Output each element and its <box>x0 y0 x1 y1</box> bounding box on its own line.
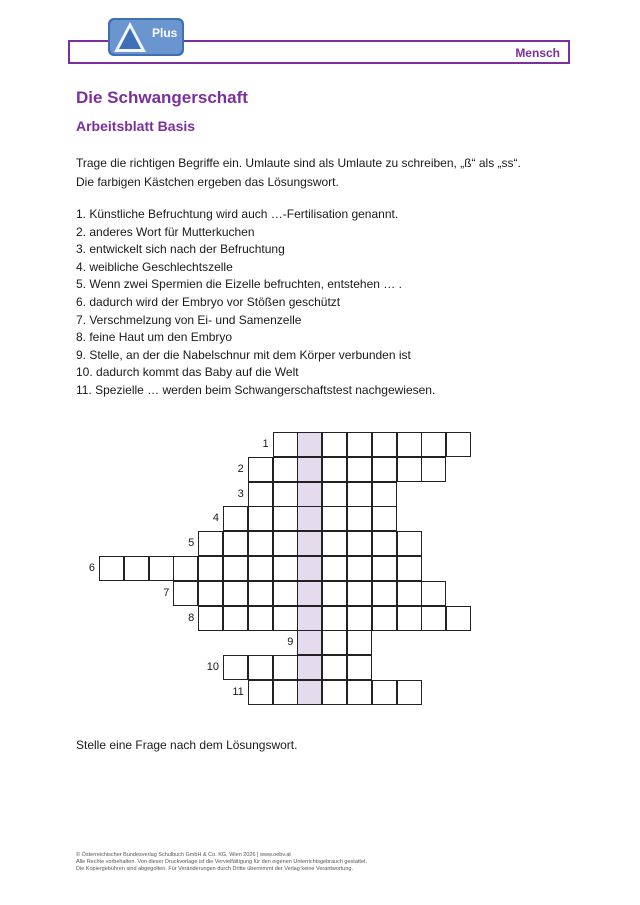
crossword-cell[interactable] <box>223 531 248 556</box>
crossword-cell[interactable] <box>322 680 347 705</box>
crossword-cell[interactable] <box>198 531 223 556</box>
footer-line: © Österreichischer Bundesverlag Schulbuch GmbH & Co. KG, Wien 2026 | www.oebv.at <box>76 852 291 858</box>
instruction-line: Die farbigen Kästchen ergeben das Lösungswort. <box>76 175 339 189</box>
clue-item: 6. dadurch wird der Embryo vor Stößen geschützt <box>76 294 341 309</box>
solution-cell[interactable] <box>297 606 322 631</box>
crossword-cell[interactable] <box>248 531 273 556</box>
crossword-cell[interactable] <box>322 556 347 581</box>
solution-cell[interactable] <box>297 506 322 531</box>
solution-cell[interactable] <box>297 630 322 655</box>
clue-item: 11. Spezielle … werden beim Schwangerschaftstest nachgewiesen. <box>76 382 436 397</box>
crossword-cell[interactable] <box>372 482 397 507</box>
crossword-cell[interactable] <box>322 630 347 655</box>
solution-cell[interactable] <box>297 457 322 482</box>
clue-number: 4 <box>212 512 219 525</box>
crossword-cell[interactable] <box>372 680 397 705</box>
crossword-cell[interactable] <box>198 556 223 581</box>
clue-number: 7 <box>163 586 170 599</box>
footer <box>76 852 367 873</box>
crossword-cell[interactable] <box>372 457 397 482</box>
clue-item: 8. feine Haut um den Embryo <box>76 330 233 345</box>
question-prompt: Stelle eine Frage nach dem Lösungswort. <box>76 738 298 752</box>
crossword-cell[interactable] <box>322 457 347 482</box>
clue-item: 4. weibliche Geschlechtszelle <box>76 259 233 274</box>
crossword-cell[interactable] <box>273 531 298 556</box>
logo-text: Plus <box>152 26 178 40</box>
clue-item: 1. Künstliche Befruchtung wird auch …-Fertilisation genannt. <box>76 207 399 221</box>
clue-item: 2. anderes Wort für Mutterkuchen <box>76 224 255 239</box>
crossword-cell[interactable] <box>421 581 446 606</box>
solution-cell[interactable] <box>297 432 322 457</box>
crossword-cell[interactable] <box>248 581 273 606</box>
crossword-cell[interactable] <box>347 432 372 457</box>
crossword-cell[interactable] <box>173 556 198 581</box>
crossword-cell[interactable] <box>372 581 397 606</box>
crossword-cell[interactable] <box>248 482 273 507</box>
solution-cell[interactable] <box>297 531 322 556</box>
crossword-cell[interactable] <box>248 457 273 482</box>
crossword-cell[interactable] <box>347 680 372 705</box>
crossword-cell[interactable] <box>248 655 273 680</box>
clue-number: 5 <box>188 537 195 550</box>
crossword-cell[interactable] <box>397 432 422 457</box>
crossword-cell[interactable] <box>372 531 397 556</box>
footer-line: Alle Rechte vorbehalten. Von dieser Druckvorlage ist die Vervielfältigung für den eigenen Unterrichtsgebrauch gestattet. <box>76 859 368 865</box>
clue-item: 5. Wenn zwei Spermien die Eizelle befruchten, entstehen … . <box>76 277 402 292</box>
crossword-cell[interactable] <box>198 581 223 606</box>
crossword-cell[interactable] <box>223 606 248 631</box>
crossword-cell[interactable] <box>223 581 248 606</box>
crossword-cell[interactable] <box>273 506 298 531</box>
crossword-cell[interactable] <box>248 680 273 705</box>
clue-number: 3 <box>237 487 244 500</box>
crossword-cell[interactable] <box>397 531 422 556</box>
crossword-cell[interactable] <box>421 606 446 631</box>
clue-number: 10 <box>206 661 219 674</box>
clue-item: 10. dadurch kommt das Baby auf die Welt <box>76 365 299 380</box>
crossword-cell[interactable] <box>223 556 248 581</box>
crossword-cell[interactable] <box>347 531 372 556</box>
crossword-cell[interactable] <box>446 432 471 457</box>
solution-cell[interactable] <box>297 482 322 507</box>
crossword-cell[interactable] <box>347 506 372 531</box>
crossword-cell[interactable] <box>322 482 347 507</box>
crossword-cell[interactable] <box>397 606 422 631</box>
crossword-cell[interactable] <box>223 655 248 680</box>
crossword-cell[interactable] <box>248 556 273 581</box>
crossword-cell[interactable] <box>273 581 298 606</box>
crossword-cell[interactable] <box>273 482 298 507</box>
crossword-cell[interactable] <box>322 432 347 457</box>
solution-cell[interactable] <box>297 655 322 680</box>
crossword-cell[interactable] <box>372 606 397 631</box>
clue-list <box>76 206 435 400</box>
crossword-cell[interactable] <box>248 606 273 631</box>
crossword-cell[interactable] <box>273 655 298 680</box>
clue-number: 9 <box>287 636 294 649</box>
crossword-cell[interactable] <box>273 606 298 631</box>
clue-number: 1 <box>262 438 269 450</box>
clue-item: 9. Stelle, an der die Nabelschnur mit dem Körper verbunden ist <box>76 347 411 362</box>
subject-label: Mensch <box>515 46 560 60</box>
crossword-cell[interactable] <box>223 506 248 531</box>
crossword-cell[interactable] <box>397 457 422 482</box>
page-title: Die Schwangerschaft <box>76 88 248 107</box>
crossword-cell[interactable] <box>347 482 372 507</box>
crossword-cell[interactable] <box>347 630 372 655</box>
crossword-cell[interactable] <box>273 432 298 457</box>
crossword-cell[interactable] <box>322 606 347 631</box>
crossword-cell[interactable] <box>421 432 446 457</box>
crossword-cell[interactable] <box>248 506 273 531</box>
crossword-cell[interactable] <box>322 531 347 556</box>
crossword-cell[interactable] <box>347 457 372 482</box>
crossword-cell[interactable] <box>198 606 223 631</box>
crossword-cell[interactable] <box>347 581 372 606</box>
crossword-cell[interactable] <box>372 556 397 581</box>
crossword-cell[interactable] <box>99 556 124 581</box>
crossword-cell[interactable] <box>273 556 298 581</box>
clue-item: 3. entwickelt sich nach der Befruchtung <box>76 242 285 257</box>
crossword-cell[interactable] <box>446 606 471 631</box>
crossword-cell[interactable] <box>273 680 298 705</box>
crossword-cell[interactable] <box>347 556 372 581</box>
crossword-cell[interactable] <box>124 556 149 581</box>
crossword-cell[interactable] <box>372 432 397 457</box>
footer-line: Die Kopiergebühren sind abgegolten. Für Veränderungen durch Dritte übernimmt der Verlag keine Verantwortung. <box>76 866 354 872</box>
crossword-cell[interactable] <box>347 655 372 680</box>
clue-number: 11 <box>232 686 244 698</box>
crossword-cell[interactable] <box>322 506 347 531</box>
crossword-cell[interactable] <box>273 457 298 482</box>
clue-number: 8 <box>188 611 195 624</box>
crossword-cell[interactable] <box>397 581 422 606</box>
crossword-cell[interactable] <box>372 506 397 531</box>
crossword-cell[interactable] <box>347 606 372 631</box>
crossword-cell[interactable] <box>397 680 422 705</box>
page-subtitle: Arbeitsblatt Basis <box>76 118 196 134</box>
crossword-cell[interactable] <box>421 457 446 482</box>
clue-number: 2 <box>237 462 244 475</box>
crossword-cell[interactable] <box>397 556 422 581</box>
clue-item: 7. Verschmelzung von Ei- und Samenzelle <box>76 312 302 327</box>
solution-cell[interactable] <box>297 556 322 581</box>
crossword-cell[interactable] <box>173 581 198 606</box>
crossword-cell[interactable] <box>322 655 347 680</box>
clue-number: 6 <box>88 562 95 574</box>
instruction-line: Trage die richtigen Begriffe ein. Umlaute sind als Umlaute zu schreiben, „ß“ als „ss“. <box>76 156 521 170</box>
crossword-cell[interactable] <box>149 556 174 581</box>
solution-cell[interactable] <box>297 581 322 606</box>
crossword-cell[interactable] <box>322 581 347 606</box>
solution-cell[interactable] <box>297 680 322 705</box>
